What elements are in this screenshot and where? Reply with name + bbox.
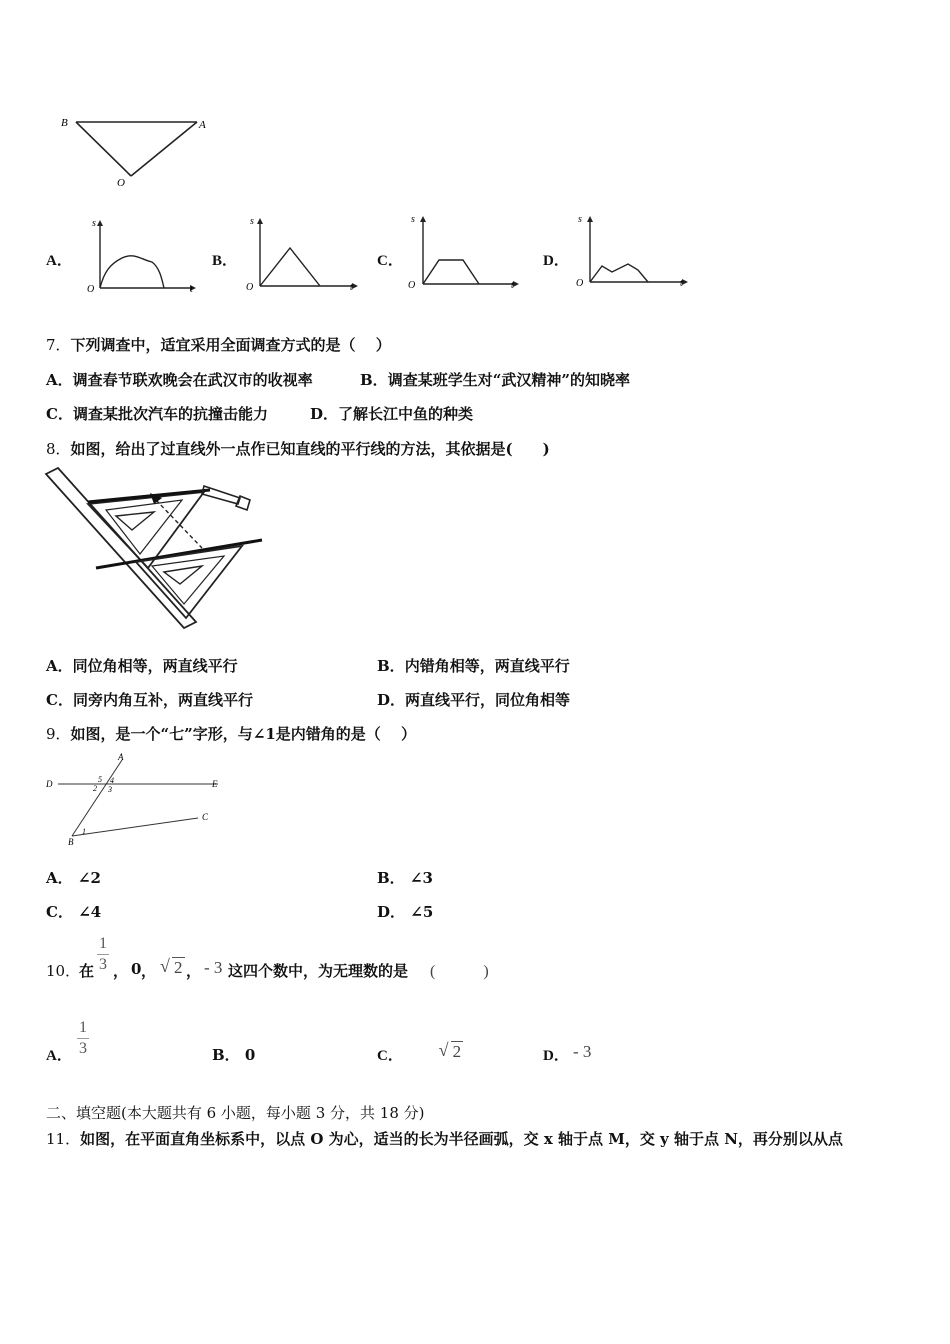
q9-stem (46, 723, 416, 744)
q8-stem (46, 438, 550, 459)
axis-o: O (246, 282, 254, 293)
axis-t: t (511, 280, 514, 291)
q7-stem (46, 334, 391, 355)
option-text: 调查春节联欢晚会在武汉市的收视率 (72, 371, 313, 389)
fig-label-B: B (68, 837, 74, 847)
option-text: ∠4 (78, 903, 102, 921)
option-text: 了解长江中鱼的种类 (338, 405, 474, 423)
q6-option-a-letter[interactable]: A． (46, 253, 72, 269)
frac-num: 1 (79, 1019, 87, 1036)
section2-title: 二、填空题(本大题共有 6 小题，每小题 3 分，共 18 分) (46, 1104, 425, 1122)
q10-zero: 0 (131, 960, 142, 978)
label-B: B (61, 117, 68, 129)
q10-option-c-sqrt (439, 1042, 464, 1062)
q10-number: 10． (46, 962, 81, 980)
axis-s: s (411, 214, 415, 225)
option-letter: C． (46, 903, 73, 921)
option-text: 内错角相等，两直线平行 (404, 657, 570, 675)
option-letter: B． (377, 869, 405, 887)
q11-stem (46, 1128, 843, 1149)
label-O: O (117, 177, 125, 189)
q8-set-square-figure (44, 466, 269, 631)
axis-t: t (190, 284, 193, 295)
q7-option-a[interactable] (46, 369, 313, 390)
q10-sep3: ， (186, 962, 202, 980)
q10-sep1: ， (113, 962, 129, 980)
fig-angle-3: 3 (108, 785, 112, 794)
option-letter: D． (377, 903, 406, 921)
q10-paren: ( ) (430, 963, 489, 980)
q10-option-a-letter[interactable]: A． (46, 1048, 72, 1064)
q9-option-c[interactable] (46, 901, 101, 922)
q11-text: 如图，在平面直角坐标系中，以点 O 为心，适当的长为半径画弧，交 x 轴于点 M，交 y 轴于点 N，再分别以从点 (80, 1130, 843, 1148)
axis-s: s (578, 214, 582, 225)
q8-option-b[interactable] (377, 655, 570, 676)
q7-option-b[interactable] (360, 369, 630, 390)
q10-option-b[interactable] (212, 1044, 255, 1065)
q10-sqrt (160, 958, 185, 978)
axis-t: t (680, 278, 683, 289)
option-text: ∠2 (77, 869, 101, 887)
q9-option-a[interactable] (46, 867, 101, 888)
frac-bar (77, 1038, 89, 1039)
q10-option-a-fraction (77, 1020, 89, 1057)
frac-num: 1 (99, 935, 107, 952)
q8-option-d[interactable] (377, 689, 570, 710)
q10-option-d-letter[interactable]: D． (543, 1048, 569, 1064)
q8-text: 如图，给出了过直线外一点作已知直线的平行线的方法，其依据是( ) (70, 440, 550, 458)
option-letter: B． (212, 1046, 240, 1064)
fig-label-C: C (202, 812, 209, 822)
q6-option-d-letter[interactable]: D． (543, 253, 569, 269)
axis-s: s (250, 216, 254, 227)
q10-post: 这四个数中，为无理数的是 (228, 962, 409, 980)
q9-seven-figure (42, 750, 227, 850)
option-text: 调查某批次汽车的抗撞击能力 (72, 405, 268, 423)
option-text: 0 (244, 1046, 256, 1064)
fig-label-E: E (212, 779, 218, 789)
q10-option-c-letter[interactable]: C． (377, 1048, 403, 1064)
option-text: ∠3 (409, 869, 433, 887)
option-letter: D． (310, 405, 339, 423)
option-letter: B． (360, 371, 388, 389)
q9-option-b[interactable] (377, 867, 433, 888)
q10-neg: - 3 (204, 958, 223, 977)
label-A: A (199, 119, 206, 131)
frac-den: 3 (99, 956, 107, 973)
q6-option-d-graph (572, 210, 692, 294)
fig-label-A: A (118, 752, 124, 762)
axis-o: O (576, 278, 584, 289)
q10-pre: 在 (79, 962, 95, 980)
option-text: 调查某班学生对“武汉精神”的知晓率 (387, 371, 630, 389)
sqrt-radicand: 2 (452, 1042, 462, 1061)
q7-option-d[interactable] (310, 403, 473, 424)
q11-number: 11． (46, 1130, 81, 1148)
option-text: 两直线平行，同位角相等 (405, 691, 571, 709)
fig-angle-1: 1 (82, 827, 86, 836)
sqrt-icon: √ (160, 956, 170, 976)
option-text: 同位角相等，两直线平行 (72, 657, 238, 675)
q7-text: 下列调查中，适宜采用全面调查方式的是（ ） (70, 336, 391, 354)
q9-number: 9． (46, 725, 71, 743)
q7-number: 7． (46, 336, 71, 354)
q9-text: 如图，是一个“七”字形，与∠1是内错角的是（ ） (70, 725, 417, 743)
option-text: 同旁内角互补，两直线平行 (72, 691, 253, 709)
option-letter: B． (377, 657, 405, 675)
axis-o: O (408, 280, 416, 291)
axis-o: O (87, 284, 95, 295)
q6-option-c-graph (405, 210, 523, 294)
q8-option-a[interactable] (46, 655, 238, 676)
q6-option-b-graph (242, 212, 360, 296)
sqrt-icon: √ (438, 1040, 449, 1060)
frac-den: 3 (79, 1040, 87, 1057)
option-letter: D． (377, 691, 406, 709)
axis-s: s (92, 218, 96, 229)
q6-option-c-letter[interactable]: C． (377, 253, 403, 269)
q10-option-d-text: - 3 (573, 1042, 592, 1061)
sqrt-radicand: 2 (174, 958, 183, 977)
axis-t: t (350, 282, 353, 293)
fig-angle-2: 2 (93, 784, 97, 793)
option-letter: C． (46, 405, 73, 423)
q9-option-d[interactable] (377, 901, 433, 922)
fig-angle-4: 4 (110, 776, 114, 785)
option-letter: A． (46, 371, 73, 389)
option-text: ∠5 (410, 903, 434, 921)
q7-option-c[interactable] (46, 403, 268, 424)
q6-path-figure (55, 110, 225, 195)
q6-option-b-letter[interactable]: B． (212, 253, 238, 269)
q10-fraction (97, 936, 109, 973)
q8-option-c[interactable] (46, 689, 253, 710)
q6-option-a-graph (82, 214, 197, 296)
fig-label-D: D (46, 779, 53, 789)
fig-angle-5: 5 (98, 775, 102, 784)
option-letter: A． (46, 869, 73, 887)
option-letter: C． (46, 691, 73, 709)
q10-sep2: ， (141, 962, 157, 980)
q8-number: 8． (46, 440, 71, 458)
frac-bar (97, 954, 109, 955)
option-letter: A． (46, 657, 73, 675)
